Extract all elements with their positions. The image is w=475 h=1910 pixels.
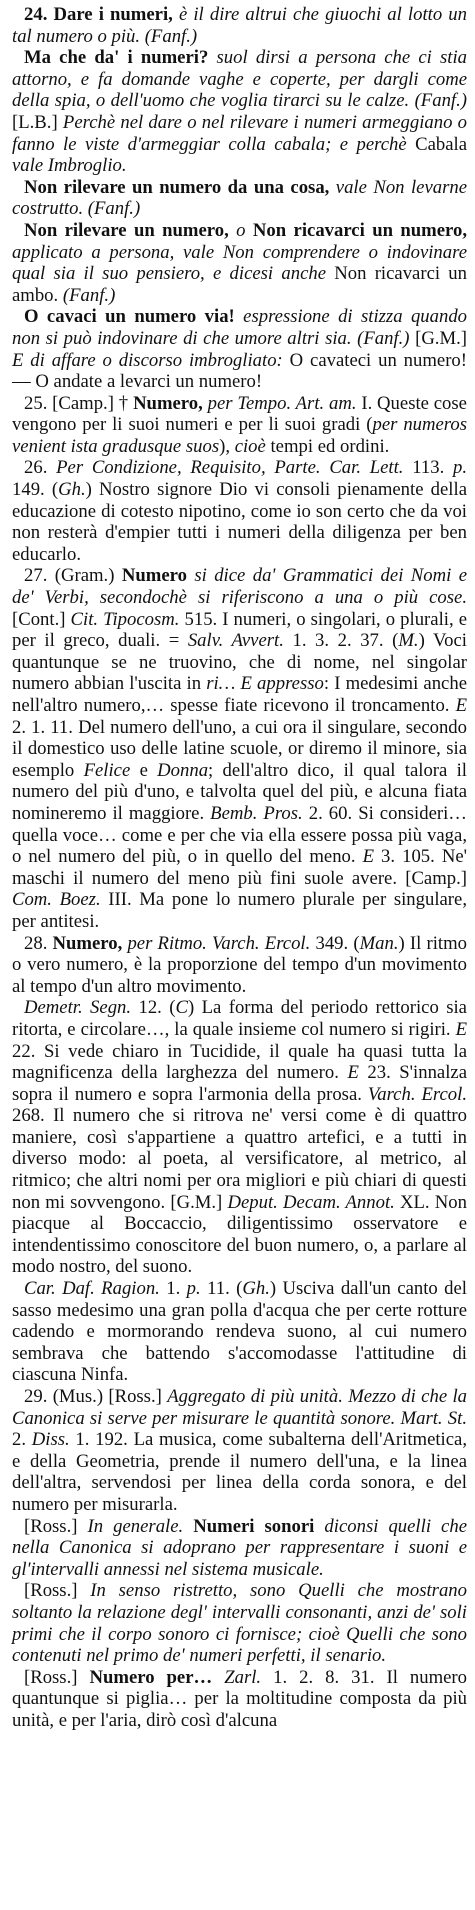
entry-text: 29. (Mus.) [Ross.] xyxy=(24,1386,168,1407)
entry-gloss: Donna xyxy=(157,759,209,781)
entry-headword: Numero, xyxy=(133,392,208,414)
entry-gloss: per Ritmo. Varch. Ercol. xyxy=(127,932,316,954)
entry-headword: Numero per… xyxy=(89,1666,225,1688)
entry-gloss: E xyxy=(347,1062,368,1084)
dictionary-entry xyxy=(12,1580,467,1666)
entry-headword: Numero, xyxy=(52,932,128,954)
entry-headword: Numero xyxy=(121,565,195,587)
entry-gloss: Non levarne costrutto. (Fanf.) xyxy=(12,176,468,220)
dictionary-entry xyxy=(12,1516,467,1581)
dictionary-entry xyxy=(12,933,467,998)
entry-gloss: cioè xyxy=(234,435,271,457)
entry-gloss: Bemb. Pros. xyxy=(210,802,309,824)
entry-text: 149. ( xyxy=(12,479,59,501)
entry-gloss: Perchè nel dare o nel rilevare i numeri armeggiano o fanno le viste d'armeggiar colla cabala; e perchè xyxy=(12,111,468,155)
entry-gloss: C xyxy=(175,997,188,1019)
entry-gloss: per Tempo. Art. am. xyxy=(207,392,362,414)
entry-headword: O cavaci un numero via! xyxy=(24,306,244,328)
entry-text: ) La forma del periodo rettorico sia ritorta, e circolare…, la quale insieme col numero si rigiri. xyxy=(12,997,467,1040)
entry-text: 1. 2. 8. 31. Il numero quantunque si piglia… per la moltitudine composta da più unità, e per l'aria, dirò così d'alcuna xyxy=(12,1666,467,1731)
entry-text: [Ross.] xyxy=(24,1666,90,1688)
entry-text: 1. 3. 2. 37. ( xyxy=(292,630,399,652)
entry-gloss: Aggregato di più unità. Mezzo di che la Canonica si serve per misurare le quantità sonore. Mart. St. xyxy=(12,1386,467,1429)
entry-text: ) Il ritmo o vero numero, è la proporzione del tempo d'un movimento al tempo d'un altro movimento. xyxy=(12,932,467,997)
entry-text: 349. ( xyxy=(315,932,360,954)
entry-text: I. Queste cose vengono per li suoi numeri e per li suoi gradi ( xyxy=(12,392,467,436)
entry-headword: Numeri sonori xyxy=(193,1515,325,1537)
entry-text: [G.M.] xyxy=(415,327,467,349)
entry-text: 12. ( xyxy=(138,997,176,1019)
entry-gloss: (Fanf.) xyxy=(62,284,116,306)
entry-text: 113. xyxy=(412,457,453,479)
dictionary-entry xyxy=(12,1386,467,1516)
entry-text: 23. S'innalza sopra il numero e sopra l'armonia della prosa. xyxy=(12,1062,467,1105)
entry-text: ; dell'altro dico, il qual talora il numero del più d'uno, e talvolta quel del più, e alcuna fiata nomineremo il maggiore. xyxy=(12,759,468,824)
dictionary-entry xyxy=(12,47,467,177)
entry-gloss: Gh. xyxy=(58,479,86,501)
entry-text: Non ricavarci un ambo. xyxy=(12,263,467,306)
entry-gloss: E xyxy=(455,1018,467,1040)
entry-gloss: Demetr. Segn. xyxy=(24,997,139,1019)
entry-text: XL. Non piacque al Boccaccio, diligentissimo osservatore e intendentissimo conoscitore del buon numero, o, a parlare al modo nostro, del suono. xyxy=(12,1191,467,1278)
dictionary-entry xyxy=(12,177,467,220)
entry-gloss: diconsi quelli che nella Canonica si adoprano per rappresentare i suoni e gl'intervalli annessi nel sistema musicale. xyxy=(12,1515,467,1580)
entry-gloss: In senso ristretto, sono Quelli che mostrano soltanto la relazione degl' intervalli consonanti, anzi de' soli primi che il corpo sonoro ci fornisce; cioè Quelli che sono contenuti nel primo de' numeri perfetti, il senario. xyxy=(12,1580,467,1667)
entry-gloss: In generale. xyxy=(87,1515,194,1537)
entry-gloss: Car. Daf. Ragion. xyxy=(24,1278,167,1300)
entry-text: III. Ma pone lo numero plurale per singulare, per antitesi. xyxy=(12,889,467,932)
entry-gloss: Cit. Tipocosm. xyxy=(70,608,185,630)
dictionary-entry xyxy=(12,4,467,47)
entry-gloss: p. xyxy=(186,1278,208,1300)
entry-gloss: espressione di stizza quando non si può indovinare di che umore altri sia. (Fanf.) xyxy=(12,306,468,349)
entry-gloss: è il dire altrui che giuochi al lotto un tal numero o più. (Fanf.) xyxy=(12,4,467,47)
entry-gloss: ri… E appresso xyxy=(206,673,324,695)
entry-headword: 24. Dare i numeri, xyxy=(24,4,179,25)
dictionary-entry xyxy=(12,997,467,1278)
entry-text: [L.B.] xyxy=(12,111,63,133)
dictionary-entry xyxy=(12,306,467,392)
entry-gloss: M. xyxy=(398,630,419,652)
entry-text: 515. I numeri, o singolari, o plurali, e per il greco, duali. = xyxy=(12,608,467,652)
entry-text: [Ross.] xyxy=(24,1580,91,1602)
entry-gloss: vale xyxy=(335,176,374,198)
dictionary-entry xyxy=(12,1278,467,1386)
entry-headword: Ma che da' i numeri? xyxy=(24,47,217,69)
entry-text: Cabala xyxy=(415,133,467,155)
entry-gloss: Per Condizione, Requisito, Parte. Car. Lett. xyxy=(56,457,413,479)
entry-gloss: Gh. xyxy=(242,1278,270,1300)
entry-text: 2. xyxy=(12,1429,32,1451)
entry-text: 22. Si vede chiaro in Tucidide, il quale ha quasi tutta la magnificenza della larghezza del numero. xyxy=(12,1040,467,1084)
entry-gloss: per numeros venient ista gradusque suos xyxy=(12,414,467,457)
entry-text: 1. xyxy=(166,1278,187,1300)
entry-gloss: vale Imbroglio. xyxy=(12,155,127,177)
entry-gloss: suol dirsi a persona che ci stia attorno, e fa domande vaghe e coperte, per dargli come della spia, o dell'uomo che voglia tirarci su le calze. (Fanf.) xyxy=(12,47,468,112)
entry-text: 26. xyxy=(24,457,57,479)
entry-text: 25. [Camp.] † xyxy=(24,392,134,414)
entry-text: ), xyxy=(219,435,235,457)
entry-text: ) Nostro signore Dio vi consoli pienamente della educazione di cotesto nipotino, come io son certo che da voi non resterà d'empier tutti i numeri della diligenza per ben educarlo. xyxy=(12,479,467,565)
entry-headword: Non rilevare un numero, xyxy=(24,219,237,241)
entry-gloss: Zarl. xyxy=(224,1666,274,1688)
entry-gloss: Man. xyxy=(359,932,399,954)
entry-text: e xyxy=(139,759,158,781)
entry-gloss: p. xyxy=(453,457,468,479)
entry-text: : I medesimi anche nell'altro numero,… spesse fiate ricevono il troncamento. xyxy=(12,673,467,716)
entry-gloss: E xyxy=(455,695,467,716)
entry-text: 2. 60. Si consideri… quella voce… come e per che via ella essere possa più vaga, o nel numero del più, o in quello del meno. xyxy=(12,802,467,868)
entry-gloss: Felice xyxy=(83,759,140,781)
dictionary-entry xyxy=(12,565,467,932)
entry-text: tempi ed ordini. xyxy=(270,435,390,457)
entry-text: ) Voci quantunque se ne truovino, che di nome, nel singolar numero abbian l'uscita in xyxy=(12,630,467,695)
entry-gloss: Salv. Avvert. xyxy=(187,630,293,652)
entry-gloss: applicato a persona, vale Non comprendere o indovinare qual sia il suo pensiero, e dicesi anche xyxy=(12,241,467,285)
entry-text: 1. 192. La musica, come subalterna dell'Aritmetica, e della Geometria, prende il numero dell'una, e la linea dell'altra, servendosi per linea della corda sonora, e del numero per misurarla. xyxy=(12,1429,468,1515)
entry-text: [Cont.] xyxy=(12,608,71,630)
dictionary-entry xyxy=(12,457,467,565)
entry-text: O cavateci un numero! — O andate a levarci un numero! xyxy=(12,349,467,393)
entry-gloss: si dice da' Grammatici dei Nomi e de' Verbi, secondochè si riferiscono a una o più cose. xyxy=(12,565,467,609)
entry-text: 11. ( xyxy=(207,1278,243,1300)
entry-gloss: Com. Boez. xyxy=(12,889,109,911)
dictionary-entry xyxy=(12,220,467,306)
entry-gloss: E di affare o discorso imbrogliato: xyxy=(12,349,290,371)
entry-text: 3. 105. Ne' maschi il numero del meno più fini suole avere. [Camp.] xyxy=(12,846,467,889)
entry-text: 27. (Gram.) xyxy=(24,565,122,587)
entry-gloss: E xyxy=(362,846,382,868)
entry-text: [Ross.] xyxy=(24,1515,88,1537)
entry-gloss: o xyxy=(236,219,253,241)
entry-text: 2. 1. 11. Del numero dell'uno, a cui ora il singulare, secondo il domestico uso delle latine scuole, or diremo il minore, sia esemplo xyxy=(12,716,467,781)
dictionary-entry xyxy=(12,1667,467,1732)
dictionary-entry xyxy=(12,393,467,458)
entry-gloss: Deput. Decam. Annot. xyxy=(227,1191,401,1213)
entry-headword: Non ricavarci un numero, xyxy=(252,219,467,241)
entry-text: ) Usciva dall'un canto del sasso medesimo una gran polla d'acqua che per certe rotture cadendo e mormorando rendeva suono, al cui numero sembrava che battendo s'accomodasse l'attitudine di ciascuna Ninfa. xyxy=(12,1278,468,1386)
entry-gloss: Diss. xyxy=(31,1429,76,1451)
entry-gloss: Varch. Ercol. xyxy=(367,1083,467,1105)
entry-text: 268. Il numero che si ritrova ne' versi come è di quattro maniere, così s'appartiene a quattro artefici, e a tutti in diverso modo: al poeta, al versificatore, al metrico, al ritmico; che altri nomi per ora migliori e più chiari di questi non mi sovvengono. [G.M.] xyxy=(12,1105,467,1213)
entry-headword: Non rilevare un numero da una cosa, xyxy=(24,176,336,198)
entry-text: 28. xyxy=(24,932,53,954)
